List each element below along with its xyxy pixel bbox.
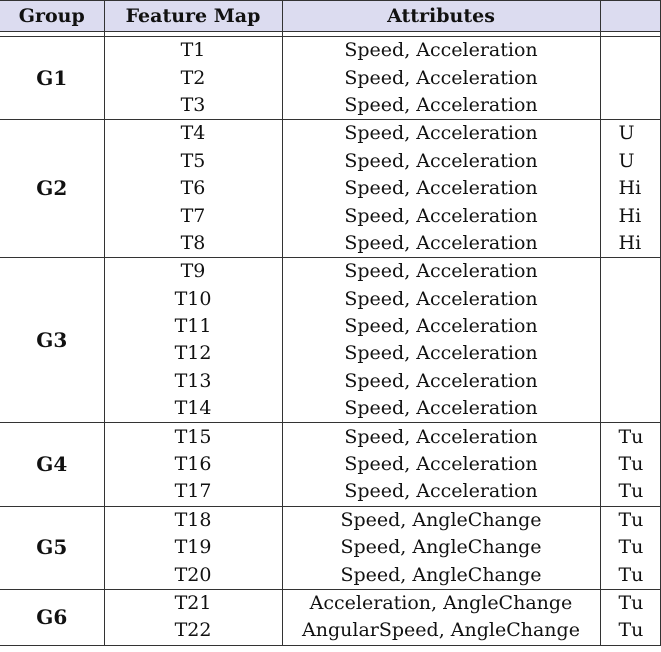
feature-map-cell: T6: [104, 175, 282, 202]
attributes-cell: Speed, AngleChange: [282, 534, 600, 561]
attributes-cell: Speed, Acceleration: [282, 478, 600, 506]
attributes-cell: Speed, Acceleration: [282, 148, 600, 175]
attributes-cell: Speed, AngleChange: [282, 561, 600, 589]
truncated-cell: Tu: [600, 423, 660, 451]
feature-map-cell: T3: [104, 92, 282, 120]
attributes-cell: Speed, Acceleration: [282, 258, 600, 286]
feature-map-cell: T4: [104, 120, 282, 148]
truncated-cell: Hi: [600, 175, 660, 202]
feature-map-cell: T17: [104, 478, 282, 506]
truncated-cell: Tu: [600, 617, 660, 645]
feature-map-cell: T2: [104, 64, 282, 91]
truncated-cell: [600, 340, 660, 367]
table-row: [0, 506, 660, 534]
feature-map-cell: T11: [104, 313, 282, 340]
truncated-cell: U: [600, 120, 660, 148]
attributes-cell: Speed, Acceleration: [282, 175, 600, 202]
truncated-cell: Tu: [600, 506, 660, 534]
attributes-cell: Acceleration, AngleChange: [282, 589, 600, 617]
group-label: G6: [0, 589, 104, 645]
group-label: G3: [0, 258, 104, 423]
truncated-cell: Hi: [600, 230, 660, 258]
truncated-cell: [600, 258, 660, 286]
header-feature-map: Feature Map: [104, 1, 282, 32]
feature-map-cell: T5: [104, 148, 282, 175]
feature-map-cell: T14: [104, 395, 282, 423]
table-body: [0, 37, 660, 646]
feature-map-cell: T12: [104, 340, 282, 367]
attributes-cell: Speed, Acceleration: [282, 286, 600, 313]
attributes-cell: Speed, Acceleration: [282, 395, 600, 423]
attributes-cell: Speed, Acceleration: [282, 423, 600, 451]
header-group: Group: [0, 1, 104, 32]
table-row: [0, 589, 660, 617]
truncated-cell: [600, 368, 660, 395]
attributes-cell: Speed, Acceleration: [282, 37, 600, 65]
feature-map-cell: T13: [104, 368, 282, 395]
truncated-cell: Tu: [600, 451, 660, 478]
feature-map-cell: T21: [104, 589, 282, 617]
group-label: G4: [0, 423, 104, 506]
truncated-cell: Tu: [600, 478, 660, 506]
feature-map-cell: T7: [104, 202, 282, 229]
attributes-cell: Speed, AngleChange: [282, 506, 600, 534]
feature-map-cell: T15: [104, 423, 282, 451]
truncated-cell: [600, 92, 660, 120]
group-label: G1: [0, 37, 104, 120]
truncated-cell: [600, 313, 660, 340]
truncated-cell: [600, 37, 660, 65]
header-attributes: Attributes: [282, 1, 600, 32]
group-label: G2: [0, 120, 104, 258]
feature-map-cell: T9: [104, 258, 282, 286]
truncated-cell: Tu: [600, 589, 660, 617]
header-extra: [600, 1, 660, 32]
attributes-cell: Speed, Acceleration: [282, 92, 600, 120]
table-row: [0, 258, 660, 286]
truncated-cell: [600, 286, 660, 313]
attributes-cell: Speed, Acceleration: [282, 368, 600, 395]
truncated-cell: U: [600, 148, 660, 175]
truncated-cell: Tu: [600, 561, 660, 589]
truncated-cell: Tu: [600, 534, 660, 561]
attributes-cell: Speed, Acceleration: [282, 120, 600, 148]
feature-map-cell: T10: [104, 286, 282, 313]
attributes-cell: Speed, Acceleration: [282, 230, 600, 258]
attributes-cell: Speed, Acceleration: [282, 340, 600, 367]
truncated-cell: Hi: [600, 202, 660, 229]
feature-map-cell: T19: [104, 534, 282, 561]
table-row: [0, 120, 660, 148]
feature-map-cell: T16: [104, 451, 282, 478]
table-row: [0, 37, 660, 65]
attributes-cell: Speed, Acceleration: [282, 202, 600, 229]
header-row: [0, 1, 660, 32]
table-header: [0, 1, 660, 37]
feature-map-cell: T22: [104, 617, 282, 645]
truncated-cell: [600, 395, 660, 423]
attributes-cell: Speed, Acceleration: [282, 313, 600, 340]
feature-map-cell: T1: [104, 37, 282, 65]
feature-map-cell: T20: [104, 561, 282, 589]
attributes-cell: Speed, Acceleration: [282, 451, 600, 478]
group-label: G5: [0, 506, 104, 589]
attributes-cell: AngularSpeed, AngleChange: [282, 617, 600, 645]
attributes-cell: Speed, Acceleration: [282, 64, 600, 91]
table-row: [0, 423, 660, 451]
feature-map-cell: T18: [104, 506, 282, 534]
truncated-cell: [600, 64, 660, 91]
feature-map-cell: T8: [104, 230, 282, 258]
